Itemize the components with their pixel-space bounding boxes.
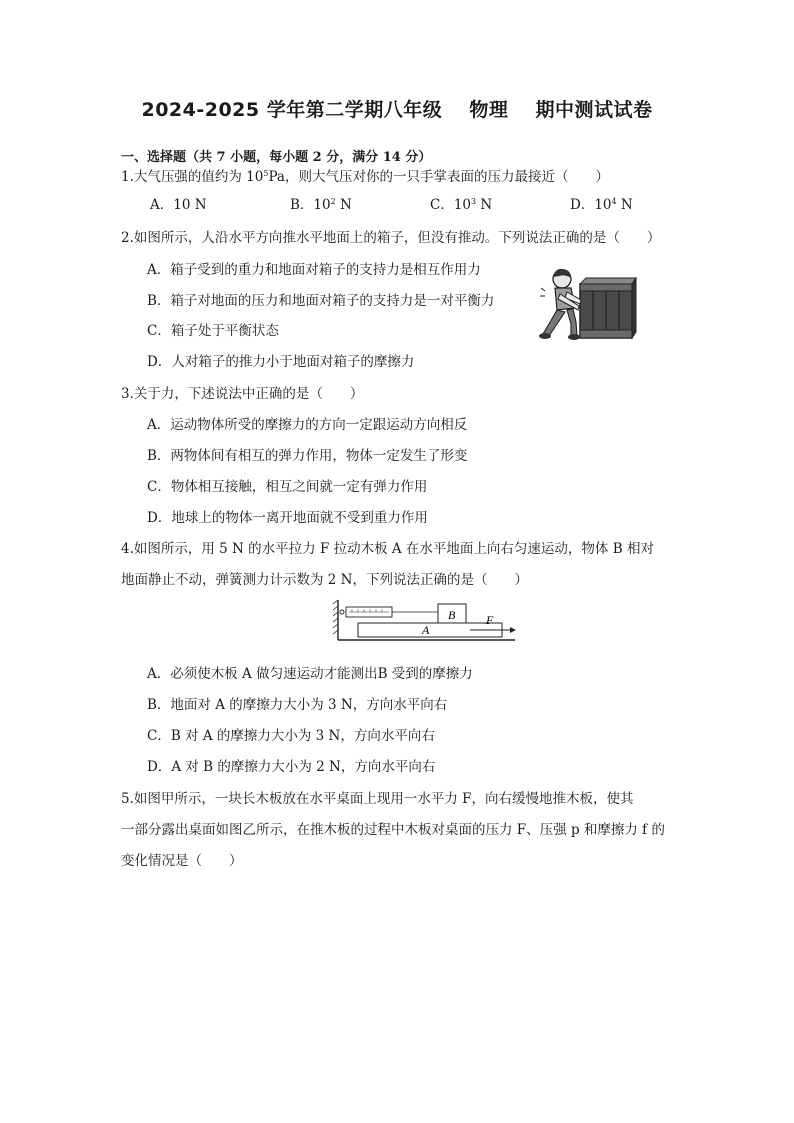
q2-option-b: B．箱子对地面的压力和地面对箱子的支持力是一对平衡力 [147, 293, 495, 309]
q1-option-c: C．$10^3$ N [430, 197, 493, 213]
boy-pushing-crate-figure [535, 266, 637, 342]
q1-option-a: A．10 N [150, 197, 207, 213]
question-3-stem: 3.关于力，下述说法中正确的是（ ） [121, 386, 364, 402]
page-title [0, 95, 794, 122]
label-f: F [486, 613, 494, 627]
q3-option-c: C．物体相互接触，相互之间就一定有弹力作用 [147, 479, 428, 495]
question-4-stem-line-1: 4.如图所示，用 5 N 的水平拉力 F 拉动木板 A 在水平地面上向右匀速运动，物体 B 相对 [121, 541, 654, 557]
q2-option-c: C．箱子处于平衡状态 [147, 323, 279, 339]
q3-option-b: B．两物体间有相互的弹力作用，物体一定发生了形变 [147, 448, 468, 464]
section-heading: 一、选择题（共 7 小题，每小题 2 分，满分 14 分） [121, 150, 432, 165]
q4-option-b: B．地面对 A 的摩擦力大小为 3 N，方向水平向右 [147, 697, 448, 713]
title-subject: 物理 [469, 99, 509, 121]
label-a: A [422, 623, 430, 637]
question-5-stem-line-3: 变化情况是（ ） [121, 853, 243, 869]
label-b: B [448, 608, 456, 622]
q2-option-a: A．箱子受到的重力和地面对箱子的支持力是相互作用力 [147, 262, 481, 278]
question-1-options [150, 193, 650, 213]
title-exam-term: 2024-2025 学年第二学期八年级 [141, 99, 443, 121]
q2-option-d: D．人对箱子的推力小于地面对箱子的摩擦力 [147, 354, 415, 370]
question-1-stem: 1.大气压强的值约为 $10^5Pa$，则大气压对你的一只手掌表面的压力最接近（ ） [121, 169, 609, 185]
q1-option-d: D．$10^4$ N [570, 197, 633, 213]
q3-option-d: D．地球上的物体一离开地面就不受到重力作用 [147, 510, 428, 526]
q4-option-a: A．必须使木板 A 做匀速运动才能测出B 受到的摩擦力 [147, 666, 473, 682]
q1-option-b: B．$10^2$ N [290, 197, 352, 213]
question-5-stem-line-1: 5.如图甲所示，一块长木板放在水平桌面上现用一水平力 F，向右缓慢地推木板，使其 [121, 791, 634, 807]
question-2-stem: 2.如图所示，人沿水平方向推水平地面上的箱子，但没有推动。下列说法正确的是（ ） [121, 230, 661, 246]
q3-option-a: A．运动物体所受的摩擦力的方向一定跟运动方向相反 [147, 417, 468, 433]
question-5-stem-line-2: 一部分露出桌面如图乙所示，在推木板的过程中木板对桌面的压力 F、压强 p 和摩擦力 f 的 [121, 822, 665, 838]
q4-option-d: D．A 对 B 的摩擦力大小为 2 N，方向水平向右 [147, 759, 436, 775]
title-exam-name: 期中测试试卷 [535, 99, 653, 121]
spring-scale-board-figure [330, 598, 520, 646]
q4-option-c: C．B 对 A 的摩擦力大小为 3 N，方向水平向右 [147, 728, 435, 744]
question-4-stem-line-2: 地面静止不动，弹簧测力计示数为 2 N，下列说法正确的是（ ） [121, 572, 528, 588]
